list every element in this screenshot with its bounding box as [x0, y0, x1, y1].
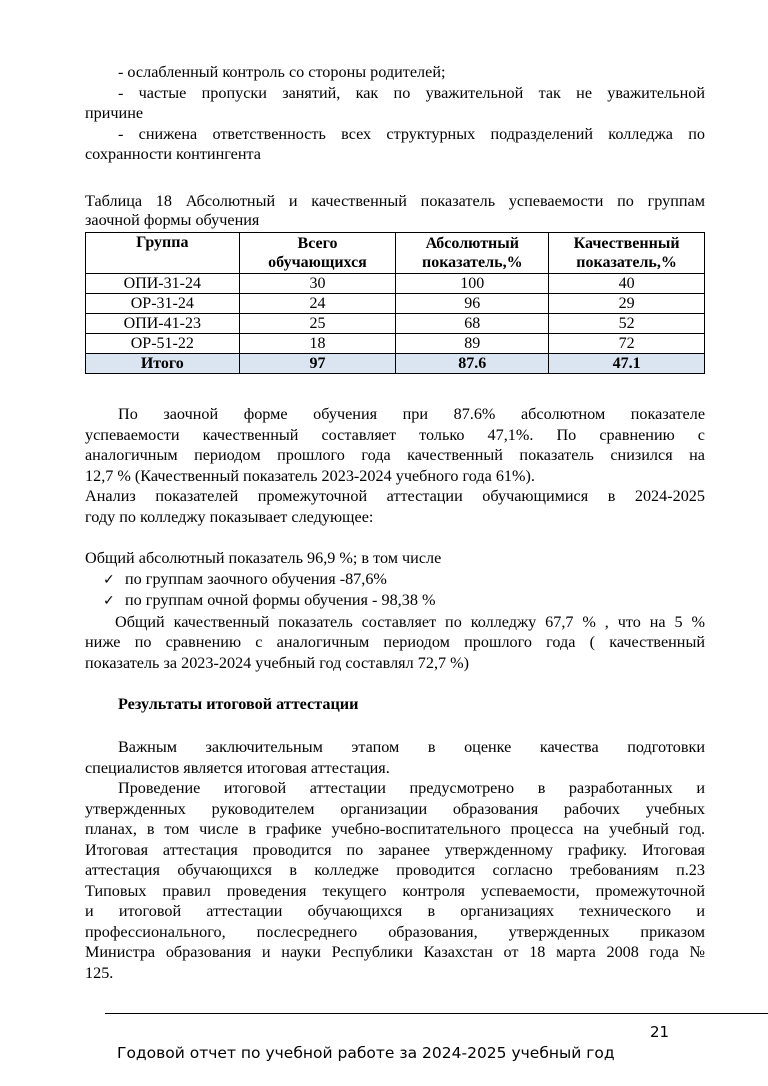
page-number: 21: [650, 1023, 670, 1041]
checkmark-icon: ✓: [103, 593, 115, 609]
paragraph-final-attestation: Важным заключительным этапом в оценке качества подготовки специалистов является итоговая аттестация.: [85, 738, 705, 777]
header-total-students: Всего обучающихся: [239, 233, 396, 274]
intro-item-cont: причине: [85, 104, 144, 122]
paragraph-attestation-rules: Проведение итоговой аттестации предусмотрено в разработанных и утвержденных руководителем организации образования рабочих учебных планах, в том числе в графике учебно-воспитательного процесса на учебный год. Итоговая аттестация проводится по заранее утвержденному графику. Итоговая аттестация обучающихся в колледже проводится согласно требованиям п.23 Типовых правил проведения текущего контроля успеваемости, промежуточной и итоговой аттестации обучающихся в организациях технического и профессионального, послесреднего образования, утвержденных приказом Министра образования и науки Республики Казахстан от 18 марта 2008 года № 125.: [85, 779, 705, 982]
table-row: ОПИ-31-24 30 100 40: [86, 274, 705, 294]
footer-title: Годовой отчет по учебной работе за 2024-2025 учебный год: [117, 1044, 615, 1062]
overall-absolute: Общий абсолютный показатель 96,9 %; в том числе: [85, 549, 442, 567]
section-heading: Результаты итоговой аттестации: [118, 695, 359, 713]
table-row: ОР-51-22 18 89 72: [86, 334, 705, 354]
intro-item: - ослабленный контроль со стороны родителей;: [118, 63, 446, 81]
checkmark-icon: ✓: [103, 571, 115, 588]
table-row: ОР-31-24 24 96 29: [86, 294, 705, 314]
table-caption: Таблица 18 Абсолютный и качественный показатель успеваемости по группам заочной формы обучения: [85, 192, 705, 229]
list-item: ✓ по группам заочного обучения -87,6%: [85, 569, 705, 591]
intro-item: - снижена ответственность всех структурных подразделений колледжа по: [118, 124, 705, 143]
intro-list: [85, 62, 705, 165]
intro-item-cont: сохранности контингента: [85, 145, 261, 163]
intro-item: - частые пропуски занятий, как по уважительной так не уважительной: [118, 83, 705, 102]
header-absolute: Абсолютный показатель,%: [396, 233, 549, 274]
table-total-row: Итого 97 87.6 47.1: [86, 354, 705, 374]
footer-divider: [105, 1013, 768, 1014]
table-header-row: [86, 233, 705, 274]
grades-table: [85, 232, 705, 374]
table-row: ОПИ-41-23 25 68 52: [86, 314, 705, 334]
summary-section: Общий абсолютный показатель 96,9 %; в том числе ✓ по группам заочного обучения -87,6% ✓ по группам очной формы обучения - 98,38 % Общий качественный показатель составляет по колледжу 67,7 % , что на 5 % ниже по сравнению с аналогичным периодом прошлого года ( качественный показатель за 2023-2024 учебный год составлял 72,7 %): [85, 549, 705, 672]
list-item: ✓ по группам очной формы обучения - 98,38 %: [85, 590, 705, 612]
header-quality: Качественный показатель,%: [549, 233, 705, 274]
paragraph-correspondence: По заочной форме обучения при 87.6% абсолютном показателе успеваемости качественный составляет только 47,1%. По сравнению с аналогичным периодом прошлого года качественный показатель снизился на 12,7 % (Качественный показатель 2023-2024 учебного года 61%). Анализ показателей промежуточной аттестации обучающимися в 2024-2025 году по колледжу показывает следующее:: [85, 405, 705, 526]
header-group: Группа: [86, 233, 240, 274]
